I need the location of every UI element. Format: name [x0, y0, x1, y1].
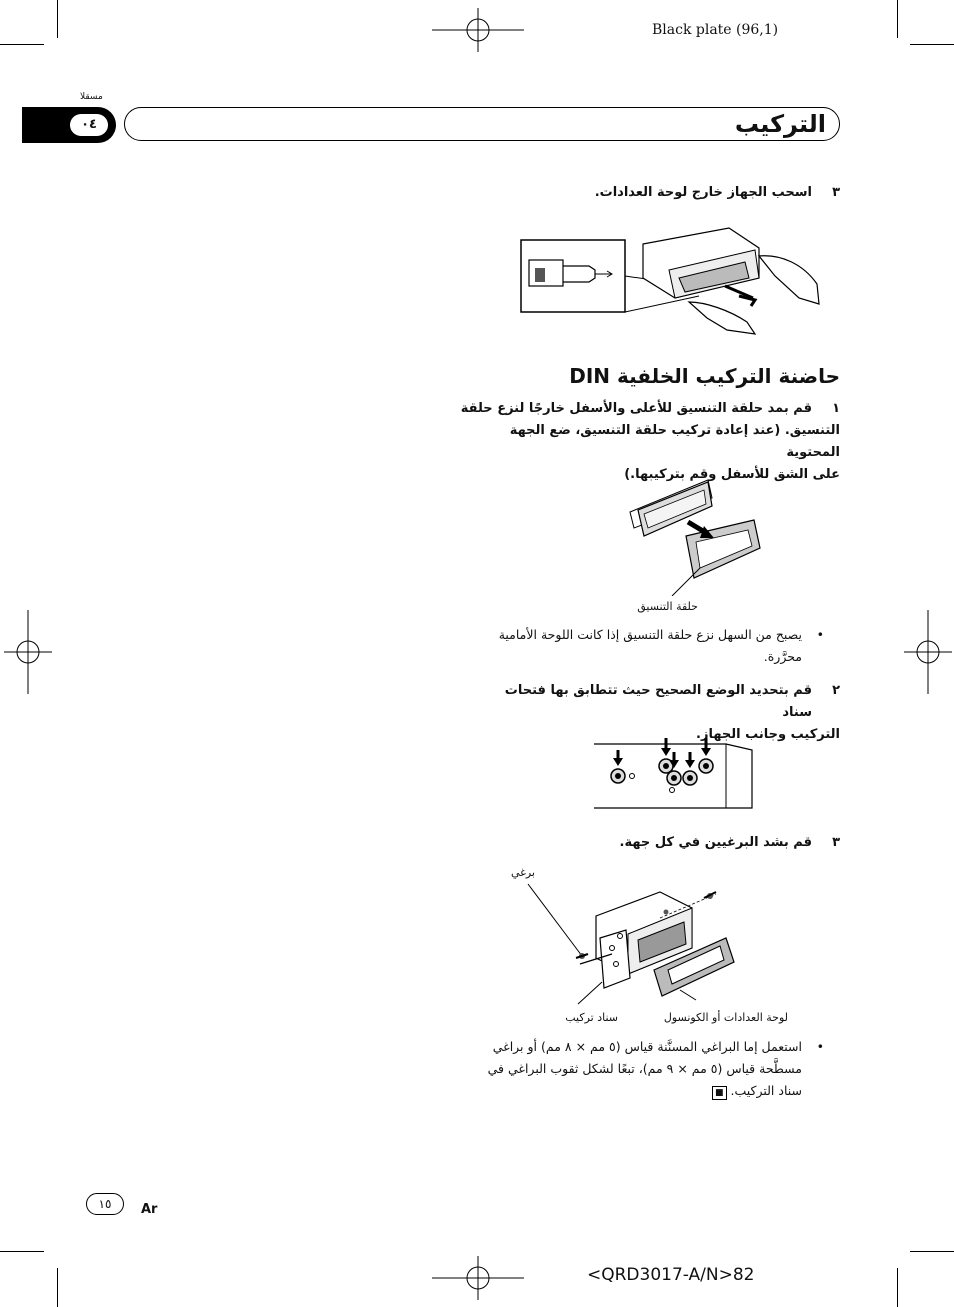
crop-mark	[0, 44, 44, 45]
removal-step-3	[500, 182, 840, 204]
bullet-dot: •	[816, 1039, 824, 1054]
page-number: ١٥	[86, 1193, 124, 1215]
bracket-holes-illustration	[594, 736, 754, 812]
title-bar	[124, 107, 840, 141]
din-step-3	[540, 832, 840, 854]
crop-mark	[0, 1251, 44, 1252]
step-line: التركيب وجانب الجهاز.	[696, 727, 840, 742]
section-label: مسقلا	[80, 92, 103, 102]
step-line: قم بمد حلقة التنسيق للأعلى والأسفل خارجًا لنزع حلقة	[460, 401, 812, 416]
step-number: ٢	[832, 683, 840, 698]
plate-label: Black plate (96,1)	[652, 22, 779, 38]
bracket-mount-illustration	[520, 878, 750, 1008]
crop-mark	[57, 1268, 58, 1307]
page-title: التركيب	[734, 110, 826, 138]
step-number: ١	[832, 401, 840, 416]
note-line: يصبح من السهل نزع حلقة التنسيق إذا كانت اللوحة الأمامية	[498, 627, 802, 642]
crop-mark	[57, 0, 58, 38]
removal-illustration	[519, 226, 824, 336]
registration-mark-left	[4, 610, 52, 694]
registration-mark-bottom	[432, 1256, 524, 1300]
step-line: قم بتحديد الوضع الصحيح حيث تتطابق بها فتحات سناد	[504, 683, 812, 720]
crop-mark	[897, 1268, 898, 1307]
bullet-note-1	[482, 624, 824, 668]
step-number: ٣	[832, 835, 840, 850]
registration-mark-top	[432, 8, 524, 52]
note-line	[482, 1080, 802, 1102]
section-heading: حاضنة التركيب الخلفية DIN	[569, 364, 840, 388]
note-line: سناد التركيب.	[730, 1083, 802, 1098]
crop-mark	[910, 44, 954, 45]
step-line: التنسيق. (عند إعادة تركيب حلقة التنسيق، ضع الجهة المحتوية	[509, 423, 840, 460]
registration-mark-right	[904, 610, 952, 694]
end-mark: ■	[712, 1086, 727, 1100]
step-text: اسحب الجهاز خارج لوحة العدادات.	[594, 185, 812, 200]
note-line: محرَّرة.	[763, 649, 802, 664]
bullet-dot: •	[816, 627, 824, 642]
step-text: قم بشد البرغيين في كل جهة.	[619, 835, 812, 850]
screw-label: برغي	[510, 866, 535, 879]
crop-mark	[897, 0, 898, 38]
note-line: مسطَّحة قياس (٥ مم × ٩ مم)، تبعًا لشكل ثقوب البراغي في	[487, 1061, 802, 1076]
trim-ring-label: حلقة التنسيق	[637, 600, 698, 613]
trim-ring-illustration	[628, 476, 768, 596]
step-number: ٣	[832, 185, 840, 200]
document-code: <QRD3017-A/N>82	[587, 1265, 755, 1285]
language-code: Ar	[141, 1202, 158, 1217]
dashboard-label: لوحة العدادات أو الكونسول	[663, 1011, 788, 1024]
bracket-label: سناد تركيب	[565, 1011, 618, 1024]
step-line: على الشق للأسفل وقم بتركيبها.)	[624, 467, 840, 482]
bullet-note-2	[482, 1036, 824, 1102]
chapter-number: ٠٤	[70, 114, 108, 136]
note-line: استعمل إما البراغي المسنَّنة قياس (٥ مم × ٨ مم) أو براغي	[492, 1039, 802, 1054]
din-step-1	[460, 398, 840, 486]
crop-mark	[910, 1251, 954, 1252]
